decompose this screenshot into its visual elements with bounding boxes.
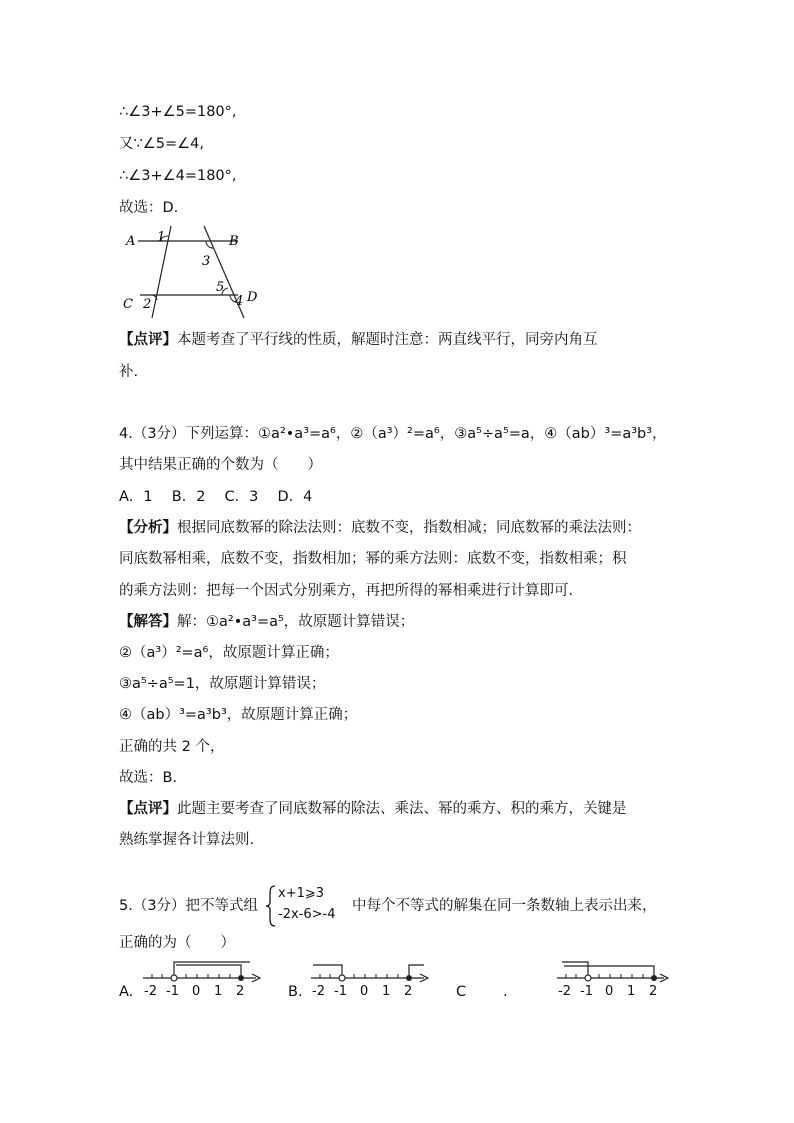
tick-label: 0 bbox=[192, 984, 201, 999]
tick-label: 2 bbox=[404, 984, 413, 999]
q4-review-line-1 bbox=[119, 799, 627, 819]
tick-label: -2 bbox=[312, 984, 325, 999]
number-line-a bbox=[140, 956, 265, 1000]
parallel-lines-figure bbox=[120, 224, 270, 324]
option-b-label: B. bbox=[288, 984, 303, 1000]
q4-answer-line-3: ③a⁵÷a⁵=1，故原题计算错误； bbox=[119, 676, 326, 692]
analysis-text: 根据同底数幂的除法法则：底数不变，指数相减；同底数幂的乘法法则： bbox=[177, 520, 641, 536]
tick-label: 1 bbox=[214, 984, 223, 999]
number-line-b bbox=[308, 956, 433, 1000]
tick-label: -1 bbox=[166, 984, 179, 999]
label-5: 5 bbox=[216, 280, 225, 295]
proof-line-3: ∴∠3+∠4=180°, bbox=[119, 168, 237, 184]
proof-line-1: ∴∠3+∠5=180°, bbox=[119, 104, 237, 120]
q5-stem-line-2: 正确的为（ ） bbox=[119, 935, 235, 951]
q3-review-line-1 bbox=[119, 330, 598, 350]
tick-label: -2 bbox=[558, 984, 571, 999]
q4-analysis-line-1 bbox=[119, 518, 641, 538]
tick-label: 2 bbox=[236, 984, 245, 999]
q4-answer-line-1 bbox=[119, 612, 414, 632]
proof-line-2: 又∵∠5=∠4, bbox=[119, 136, 204, 152]
label-3: 3 bbox=[202, 254, 211, 269]
option-c-dot: . bbox=[503, 984, 508, 1000]
inequality-system bbox=[264, 884, 360, 928]
label-4: 4 bbox=[235, 294, 244, 309]
label-d: D bbox=[247, 290, 258, 305]
q4-stem-line-2: 其中结果正确的个数为（ ） bbox=[119, 457, 322, 473]
review-text: 此题主要考查了同底数幂的除法、乘法、幂的乘方、积的乘方，关键是 bbox=[177, 801, 627, 817]
proof-line-4: 故选：D. bbox=[119, 200, 179, 216]
number-line-c bbox=[554, 956, 679, 1000]
q4-review-line-2: 熟练掌握各计算法则. bbox=[119, 832, 255, 848]
review-tag: 【点评】 bbox=[119, 332, 177, 348]
review-text: 本题考查了平行线的性质，解题时注意：两直线平行，同旁内角互 bbox=[177, 332, 598, 348]
label-1: 1 bbox=[157, 230, 166, 245]
tick-label: -1 bbox=[580, 984, 593, 999]
label-b: B bbox=[229, 234, 239, 249]
analysis-tag: 【分析】 bbox=[119, 520, 177, 536]
option-c-label: C bbox=[456, 984, 467, 1000]
q4-answer-line-2: ②（a³）²=a⁶，故原题计算正确； bbox=[119, 645, 339, 661]
q4-answer-line-4: ④（ab）³=a³b³，故原题计算正确； bbox=[119, 707, 358, 723]
answer-tag: 【解答】 bbox=[119, 614, 177, 630]
review-tag: 【点评】 bbox=[119, 801, 177, 817]
tick-label: -1 bbox=[334, 984, 347, 999]
q5-stem-suffix: 中每个不等式的解集在同一条数轴上表示出来， bbox=[352, 898, 657, 914]
answer-text: 解：①a²•a³=a⁵，故原题计算错误； bbox=[177, 614, 415, 630]
left-brace-icon bbox=[264, 884, 278, 928]
q4-answer-line-6: 故选：B. bbox=[119, 770, 178, 786]
tick-label: 0 bbox=[360, 984, 369, 999]
tick-label: -2 bbox=[144, 984, 157, 999]
inequality-1: x+1⩾3 bbox=[278, 886, 325, 901]
q4-analysis-line-3: 的乘方法则：把每一个因式分别乘方，再把所得的幂相乘进行计算即可. bbox=[119, 583, 574, 599]
q4-stem-line-1: 4.（3分）下列运算：①a²•a³=a⁶，②（a³）²=a⁶，③a⁵÷a⁵=a，④（ab）³=a³b³， bbox=[119, 426, 667, 442]
option-a-label: A. bbox=[119, 984, 134, 1000]
tick-label: 1 bbox=[382, 984, 391, 999]
label-c: C bbox=[123, 297, 133, 312]
q4-options: A．1 B．2 C．3 D．4 bbox=[119, 489, 313, 505]
q4-answer-line-5: 正确的共 2 个， bbox=[119, 739, 225, 755]
q4-analysis-line-2: 同底数幂相乘，底数不变，指数相加；幂的乘方法则：底数不变，指数相乘；积 bbox=[119, 551, 627, 567]
label-a: A bbox=[126, 234, 136, 249]
label-2: 2 bbox=[143, 297, 152, 312]
tick-label: 0 bbox=[605, 984, 614, 999]
tick-label: 1 bbox=[627, 984, 636, 999]
q5-stem-prefix: 5.（3分）把不等式组 bbox=[119, 898, 259, 914]
inequality-2: -2x-6>-4 bbox=[278, 907, 336, 922]
q3-review-line-2: 补. bbox=[119, 364, 139, 380]
tick-label: 2 bbox=[649, 984, 658, 999]
